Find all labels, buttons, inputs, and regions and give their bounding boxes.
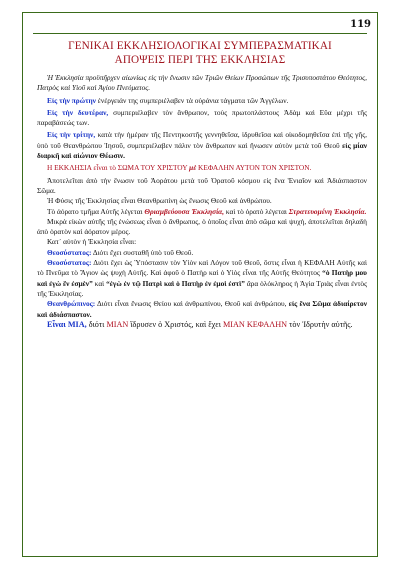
one-church-c: ΜΙΑΝ — [106, 319, 129, 329]
paragraph-nature: Ἡ Φύσις τῆς Ἐκκλησίας εἶναι Θεανθρωπίνη ὡς ἕνωσις Θεοῦ καὶ ἀνθρώπου. — [47, 196, 272, 206]
text-first: ἐνέργειάν της συμπεριέλαβεν τὰ οὐράνια τάγματα τῶν Ἀγγέλων. — [95, 95, 289, 105]
text-second: συμπεριέλαβεν τὸν ἄνθρωπον, τοὺς πρωτοπλάστους Ἀδὰμ καὶ Εὔα μέχρι τῆς παραβάσεώς των. — [37, 107, 367, 128]
header-rule — [33, 33, 367, 34]
lead-third: Εἰς τὴν τρίτην, — [47, 130, 96, 140]
one-church-e: ΜΙΑΝ ΚΕΦΑΛΗΝ — [222, 319, 288, 329]
text-theosystatos-2b: καὶ — [92, 278, 107, 288]
lead-theosystatos-2: Θεοσύστατος: — [47, 258, 92, 268]
page-frame — [22, 12, 378, 557]
document-body — [37, 73, 367, 330]
intro-paragraph: Ἡ Ἐκκλησία προϋπῆρχεν αἰωνίως εἰς τὴν ἕνωσιν τῶν Τριῶν Θείων Προσώπων τῆς Τρισυποστάτου Θεότητος, Πατρὸς καὶ Υἱοῦ καὶ Ἁγίου Πνεύματος. — [37, 73, 367, 93]
one-church-a: Εἶναι ΜΙΑ, — [47, 319, 87, 329]
lead-theosystatos-1: Θεοσύστατος: — [47, 247, 92, 257]
page-number: 119 — [350, 19, 371, 30]
one-church-d: ἵδρυσεν ὁ Χριστός, καὶ ἔχει — [128, 319, 223, 329]
one-church-b: διότι — [86, 319, 107, 329]
lead-theanthropinos: Θεανθρώπινος: — [47, 299, 96, 309]
church-body-a: Η ΕΚΚΛΗΣΙΑ εἶναι τὸ ΣΩΜΑ ΤΟΥ ΧΡΙΣΤΟΥ — [47, 163, 190, 173]
lead-first: Εἰς τὴν πρώτην — [47, 95, 96, 105]
paragraph-one-church — [37, 320, 367, 330]
paragraph-parts — [37, 207, 367, 217]
church-body-c: ΚΕΦΑΛΗΝ ΑΥΤΟΝ ΤΟΝ ΧΡΙΣΤΟΝ. — [196, 163, 312, 173]
quote-two: “ἐγὼ ἐν τῷ Πατρὶ καὶ ὁ Πατὴρ ἐν ἐμοὶ ἐστὶ” — [106, 278, 245, 288]
church-body-b: μὲ — [189, 163, 197, 173]
one-church-f: τὸν Ἱδρυτὴν αὐτῆς. — [287, 319, 353, 329]
paragraph-second — [37, 108, 367, 129]
text-theosystatos-1: Διότι ἔχει συσταθῆ ὑπὸ τοῦ Θεοῦ. — [91, 247, 194, 257]
parts-a: Τὸ ἀόρατο τμῆμα Αὐτῆς λέγεται — [47, 206, 145, 216]
lead-second: Εἰς τὴν δευτέραν, — [47, 107, 109, 117]
parts-militant: Στρατευομένη Ἐκκλησία. — [288, 206, 367, 216]
title-line-2: ΑΠΟΨΕΙΣ ΠΕΡΙ ΤΗΣ ΕΚΚΛΗΣΙΑΣ — [114, 54, 286, 66]
quote-one: “ὁ Πατὴρ μου καὶ ἐγὼ ἕν ἐσμὲν” — [37, 268, 367, 288]
title-line-1: ΓΕΝΙΚΑΙ ΕΚΚΛΗΣΙΟΛΟΓΙΚΑΙ ΣΥΜΠΕΡΑΣΜΑΤΙΚΑΙ — [68, 40, 332, 52]
page-title — [27, 39, 373, 67]
paragraph-church-body — [37, 163, 367, 173]
paragraph-theosystatos-1 — [37, 248, 367, 258]
paragraph-list-intro: Κατ᾽ αὐτὸν ἡ Ἐκκλησία εἶναι: — [47, 237, 137, 247]
paragraph-first — [37, 96, 367, 106]
parts-c: καὶ τὸ ὁρατὸ λέγεται — [224, 206, 289, 216]
text-theosystatos-2c: ἄρα ὁλόκληρος ἡ Ἁγία Τριὰς εἶναι ἐντὸς τῆς Ἐκκλησίας. — [37, 278, 368, 298]
paragraph-image: Μικρὰ εἰκὼν αὐτῆς τῆς ἑνώσεως εἶναι ὁ ἄνθρωπος, ὁ ὁποῖος εἶναι ἀπὸ σῶμα καὶ ψυχή, ἀποτελεῖται δηλαδὴ ἀπὸ ὁρατὸν καὶ ἀόρατον μέρος. — [37, 216, 367, 237]
paragraph-theosystatos-2 — [37, 258, 367, 299]
parts-triumphant: Θριαμβεύουσα Ἐκκλησία, — [144, 206, 225, 216]
paragraph-theanthropinos — [37, 299, 367, 320]
text-theanthropinos: Διότι εἶναι ἕνωσις Θείου καὶ ἀνθρωπίνου, Θεοῦ καὶ ἀνθρώπου, — [95, 299, 289, 309]
paragraph-composition: Ἀποτελεῖται ἀπὸ τὴν ἕνωσιν τοῦ Ἀοράτου μετὰ τοῦ Ὁρατοῦ κόσμου εἰς ἕνα Ἑνιαῖον καὶ Ἀδιάσπαστον Σῶμα. — [37, 175, 367, 195]
text-third: κατὰ τὴν ἡμέραν τῆς Πεντηκοστῆς γεννηθεῖσα, ἱδρυθεῖσα καὶ οἰκοδομηθεῖσα ἐπὶ τῆς γῆς, ὑπὸ τοῦ Θεανθρώπου Ἰησοῦ, συμπεριέλαβεν πάλιν τὸν ἄνθρωπον καὶ ἥνωσεν αὐτὸν μετὰ τοῦ Θεοῦ — [37, 130, 368, 150]
bold-theanthropinos: εἰς ἕνα Σῶμα ἀδιαίρετον καὶ ἀδιάσπαστον. — [37, 299, 368, 319]
text-theosystatos-2a: Διότι ἔχει ὡς Ὑπόστασιν τὸν Υἱὸν καὶ Λόγον τοῦ Θεοῦ, ὅστις εἶναι ἡ ΚΕΦΑΛΗ Αὐτῆς καὶ τὸ Πνεῦμα τὸ Ἅγιον ὡς ψυχὴ Αὐτῆς. Καὶ ἀφοῦ ὁ Πατὴρ καὶ ὁ Υἱὸς εἶναι τῆς Αὐτῆς Θεότητος — [37, 258, 367, 278]
bold-third: εἰς μίαν διαρκῆ καὶ αἰώνιον Θέωσιν. — [37, 140, 367, 161]
paragraph-third — [37, 130, 367, 161]
